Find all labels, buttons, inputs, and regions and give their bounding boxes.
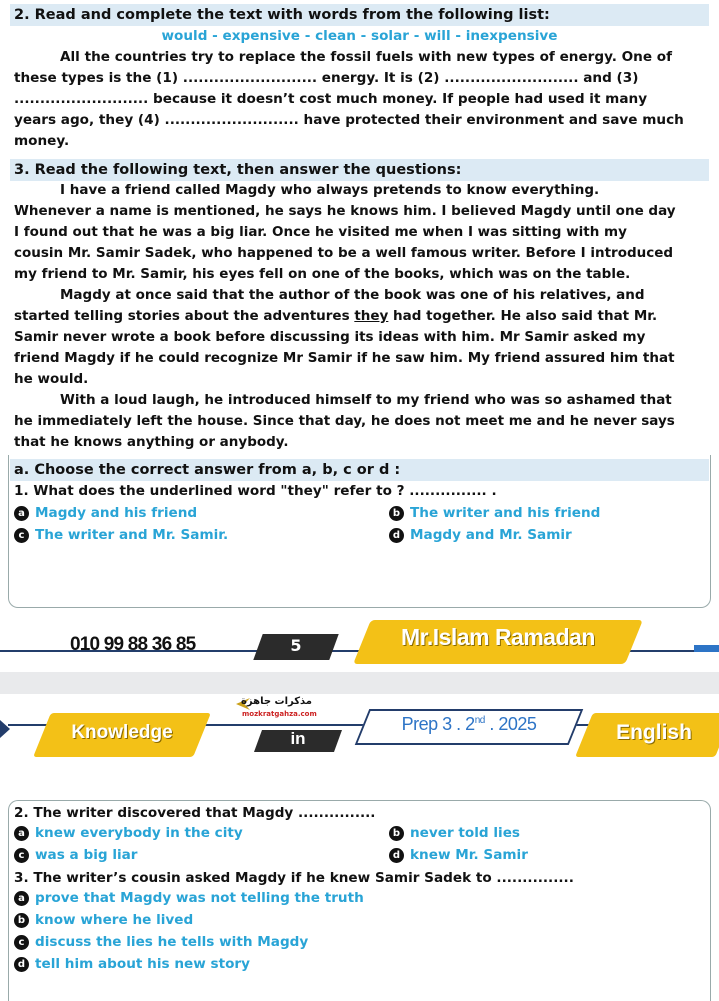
- q2b-question: 2. The writer discovered that Magdy ...............: [14, 805, 376, 821]
- logo-arabic: مذكرات جاهزة: [241, 696, 312, 707]
- q1-option-a[interactable]: a Magdy and his friend: [14, 505, 197, 521]
- q2-line-1: All the countries try to replace the fossil fuels with new types of energy. One of: [60, 49, 673, 65]
- p3-line-2: he immediately left the house. Since that day, he does not meet me and he never says: [14, 413, 675, 429]
- q3b-question: 3. The writer’s cousin asked Magdy if he knew Samir Sadek to ...............: [14, 870, 574, 886]
- q2b-option-b[interactable]: b never told lies: [389, 825, 520, 841]
- q2-heading: 2. Read and complete the text with words from the following list:: [10, 4, 709, 26]
- p1-line-2: Whenever a name is mentioned, he says he knows him. I believed Magdy until one day: [14, 203, 676, 219]
- q2-line-4: years ago, they (4) .......................... have protected their environment and save much: [14, 112, 684, 128]
- page-number: 5: [290, 636, 302, 655]
- p1-line-5: my friend to Mr. Samir, his eyes fell on one of the books, which was on the table.: [14, 266, 631, 282]
- q3b-option-a[interactable]: a prove that Magdy was not telling the truth: [14, 890, 364, 906]
- part-a-heading: a. Choose the correct answer from a, b, c or d :: [10, 459, 709, 481]
- q3b-option-b[interactable]: b know where he lived: [14, 912, 193, 928]
- q3-passage: [14, 180, 695, 453]
- q2-line-5: money.: [14, 133, 70, 149]
- header-left-arrow: [0, 720, 10, 738]
- p1-line-3: I found out that he was a big liar. Once he visited me when I was sitting with my: [14, 224, 627, 240]
- knowledge-label: Knowledge: [71, 722, 173, 743]
- p2-line-1: Magdy at once said that the author of the book was one of his relatives, and: [60, 287, 645, 303]
- q3b-option-d[interactable]: d tell him about his new story: [14, 956, 250, 972]
- q1-option-b[interactable]: b The writer and his friend: [389, 505, 600, 521]
- q2b-option-c[interactable]: c was a big liar: [14, 847, 138, 863]
- answer-box-frame: [8, 455, 711, 608]
- q3-heading: 3. Read the following text, then answer the questions:: [10, 159, 709, 181]
- q2b-option-d[interactable]: d knew Mr. Samir: [389, 847, 528, 863]
- p2-line-3: Samir never wrote a book before discussing its ideas with him. Mr Samir asked my: [14, 329, 646, 345]
- p2-line-2: started telling stories about the adventures they had together. He also said that Mr.: [14, 308, 658, 324]
- p1-line-4: cousin Mr. Samir Sadek, who happened to be a well famous writer. Before I introduced: [14, 245, 674, 261]
- p2-line-5: he would.: [14, 371, 89, 387]
- q3b-option-c[interactable]: c discuss the lies he tells with Magdy: [14, 934, 308, 950]
- p1-line-1: I have a friend called Magdy who always pretends to know everything.: [60, 182, 600, 198]
- q1-question: 1. What does the underlined word "they" refer to ? ............... .: [14, 483, 497, 499]
- phone-number: 010 99 88 36 85: [70, 634, 196, 655]
- q1-option-c[interactable]: c The writer and Mr. Samir.: [14, 527, 228, 543]
- q2-line-3: .......................... because it doesn’t cost much money. If people had used it many: [14, 91, 648, 107]
- word-list: would - expensive - clean - solar - will - inexpensive: [161, 28, 558, 44]
- prep-label: Prep 3 . 2nd . 2025: [401, 714, 537, 734]
- q1-option-d[interactable]: d Magdy and Mr. Samir: [389, 527, 572, 543]
- p2-line-4: friend Magdy if he could recognize Mr Samir if he saw him. My friend assured him that: [14, 350, 675, 366]
- p3-line-3: that he knows anything or anybody.: [14, 434, 289, 450]
- page-gap: [0, 672, 719, 694]
- underlined-they: they: [354, 308, 389, 324]
- author-name: Mr.Islam Ramadan: [401, 624, 595, 650]
- footer-accent: [694, 645, 719, 652]
- q2-passage: [14, 47, 695, 152]
- q2-line-2: these types is the (1) .......................... energy. It is (2) .......................... and (3): [14, 70, 639, 86]
- p3-line-1: With a loud laugh, he introduced himself to my friend who was so ashamed that: [60, 392, 672, 408]
- in-label: in: [290, 729, 306, 748]
- logo-url: mozkratgahza.com: [242, 710, 317, 718]
- q2b-option-a[interactable]: a knew everybody in the city: [14, 825, 243, 841]
- english-label: English: [616, 721, 692, 744]
